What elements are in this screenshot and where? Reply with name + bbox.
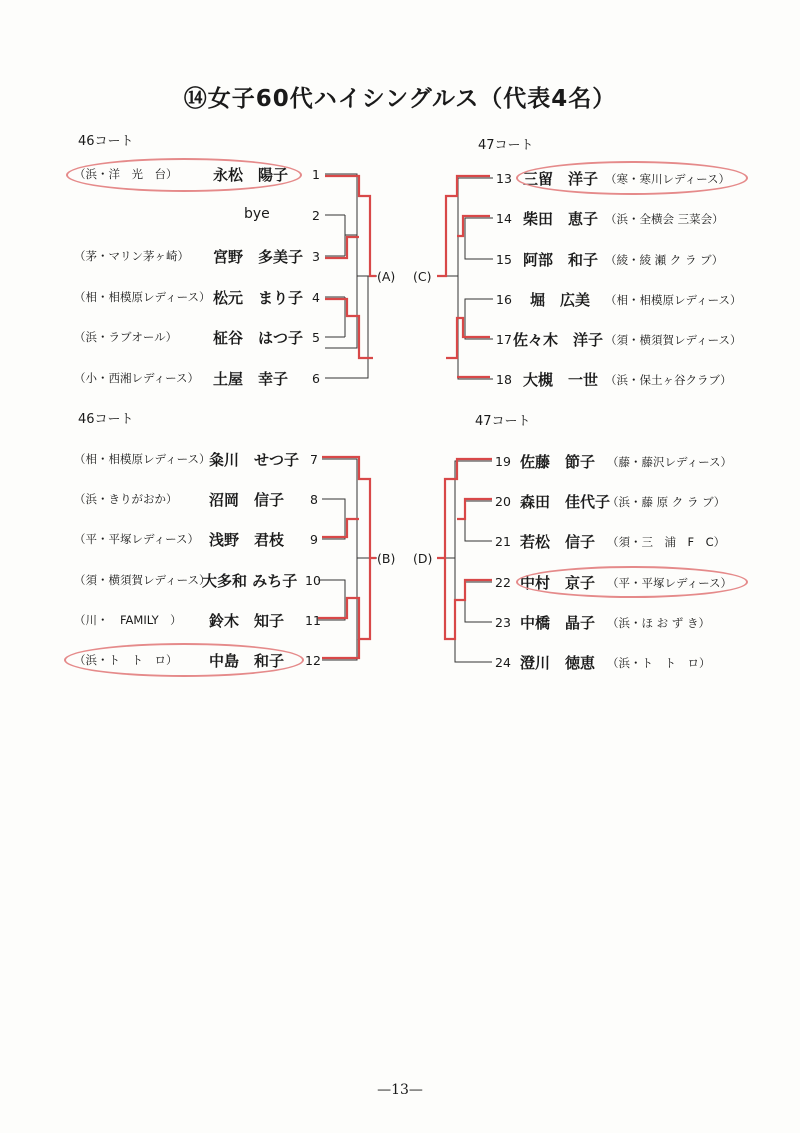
draw-number: 5 bbox=[312, 330, 320, 345]
club: （浜・ト ト ロ） bbox=[607, 656, 711, 670]
draw-number: 20 bbox=[495, 494, 511, 509]
player-name: bye bbox=[244, 206, 270, 222]
club: （藤・藤沢レディース） bbox=[607, 455, 733, 469]
draw-number: 7 bbox=[310, 452, 318, 467]
draw-number: 15 bbox=[496, 252, 512, 267]
club: （寒・寒川レディース） bbox=[605, 172, 731, 186]
club: （須・横須賀レディース） bbox=[74, 573, 211, 587]
player-name: 堀 広美 bbox=[530, 291, 591, 309]
draw-number: 10 bbox=[305, 573, 321, 588]
draw-number: 12 bbox=[305, 653, 321, 668]
club: （茅・マリン茅ヶ崎） bbox=[74, 249, 189, 263]
club: （綾・綾 瀬 ク ラ ブ） bbox=[605, 253, 724, 267]
player-name: 粂川 せつ子 bbox=[209, 451, 300, 469]
draw-number: 11 bbox=[305, 613, 321, 628]
bracket-black-lines bbox=[318, 174, 493, 662]
draw-number: 17 bbox=[496, 332, 512, 347]
player-name: 沼岡 信子 bbox=[209, 491, 285, 509]
draw-number: 1 bbox=[312, 167, 320, 182]
pool-label-c: (C) bbox=[413, 269, 432, 284]
player-name: 永松 陽子 bbox=[213, 166, 289, 184]
draw-number: 19 bbox=[495, 454, 511, 469]
club: （浜・全横会 三菜会） bbox=[605, 212, 724, 226]
player-name: 土屋 幸子 bbox=[213, 370, 289, 388]
club: （浜・きりがおか） bbox=[74, 492, 178, 506]
player-name: 澄川 徳恵 bbox=[520, 654, 596, 672]
draw-number: 13 bbox=[496, 171, 512, 186]
highlight-oval bbox=[516, 161, 748, 195]
page-title: ⑭女子60代ハイシングルス（代表4名） bbox=[183, 86, 617, 112]
draw-number: 14 bbox=[496, 211, 512, 226]
draw-number: 22 bbox=[495, 575, 511, 590]
club: （浜・ほ お ず き） bbox=[607, 616, 710, 630]
draw-number: 6 bbox=[312, 371, 320, 386]
page-number: —13— bbox=[377, 1082, 423, 1098]
draw-number: 3 bbox=[312, 249, 320, 264]
player-name: 森田 佳代子 bbox=[520, 493, 611, 511]
player-name: 浅野 君枝 bbox=[209, 531, 285, 549]
club: （小・西湘レディース） bbox=[74, 371, 200, 385]
player-name: 中橋 晶子 bbox=[520, 614, 596, 632]
club: （浜・藤 原 ク ラ ブ） bbox=[607, 495, 726, 509]
pool-label-b: (B) bbox=[377, 551, 396, 566]
player-name: 若松 信子 bbox=[520, 533, 596, 551]
court-label: 47コート bbox=[478, 138, 534, 153]
highlight-oval bbox=[516, 566, 748, 598]
draw-number: 21 bbox=[495, 534, 511, 549]
player-name: 鈴木 知子 bbox=[209, 612, 285, 630]
club: （相・相模原レディース） bbox=[74, 452, 211, 466]
draw-number: 2 bbox=[312, 208, 320, 223]
player-name: 大槻 一世 bbox=[523, 371, 599, 389]
draw-number: 16 bbox=[496, 292, 512, 307]
player-name: 柴田 恵子 bbox=[523, 210, 599, 228]
player-name: 柾谷 はつ子 bbox=[213, 329, 304, 347]
club: （浜・保土ヶ谷クラブ） bbox=[605, 373, 732, 387]
club: （浜・洋 光 台） bbox=[74, 167, 178, 181]
club: （平・平塚レディース） bbox=[74, 532, 200, 546]
draw-number: 9 bbox=[310, 532, 318, 547]
club: （浜・ラブオール） bbox=[74, 330, 178, 344]
player-name: 松元 まり子 bbox=[213, 289, 304, 307]
court-label: 46コート bbox=[78, 412, 134, 427]
draw-number: 4 bbox=[312, 290, 320, 305]
court-label: 47コート bbox=[475, 414, 531, 429]
pool-label-d: (D) bbox=[413, 551, 433, 566]
draw-number: 24 bbox=[495, 655, 511, 670]
player-name: 阿部 和子 bbox=[523, 251, 599, 269]
pool-label-a: (A) bbox=[377, 269, 396, 284]
club: （相・相模原レディース） bbox=[74, 290, 211, 304]
player-name: 中島 和子 bbox=[209, 652, 285, 670]
player-name: 中村 京子 bbox=[520, 574, 596, 592]
club: （須・三 浦 F C） bbox=[607, 535, 726, 549]
club: （浜・ト ト ロ） bbox=[74, 653, 178, 667]
player-name: 宮野 多美子 bbox=[213, 248, 304, 266]
player-name: 佐々木 洋子 bbox=[513, 331, 604, 349]
club: （相・相模原レディース） bbox=[605, 293, 742, 307]
player-name: 三留 洋子 bbox=[523, 170, 599, 188]
club: （川・ FAMILY ） bbox=[74, 613, 182, 627]
draw-number: 23 bbox=[495, 615, 511, 630]
bracket-red-marks bbox=[318, 176, 492, 658]
club: （須・横須賀レディース） bbox=[605, 333, 742, 347]
highlight-oval bbox=[66, 158, 302, 192]
player-name: 佐藤 節子 bbox=[520, 453, 596, 471]
draw-number: 18 bbox=[496, 372, 512, 387]
court-label: 46コート bbox=[78, 134, 134, 149]
highlight-oval bbox=[64, 643, 304, 677]
club: （平・平塚レディース） bbox=[607, 576, 733, 590]
draw-number: 8 bbox=[310, 492, 318, 507]
player-name: 大多和 みち子 bbox=[202, 572, 298, 590]
